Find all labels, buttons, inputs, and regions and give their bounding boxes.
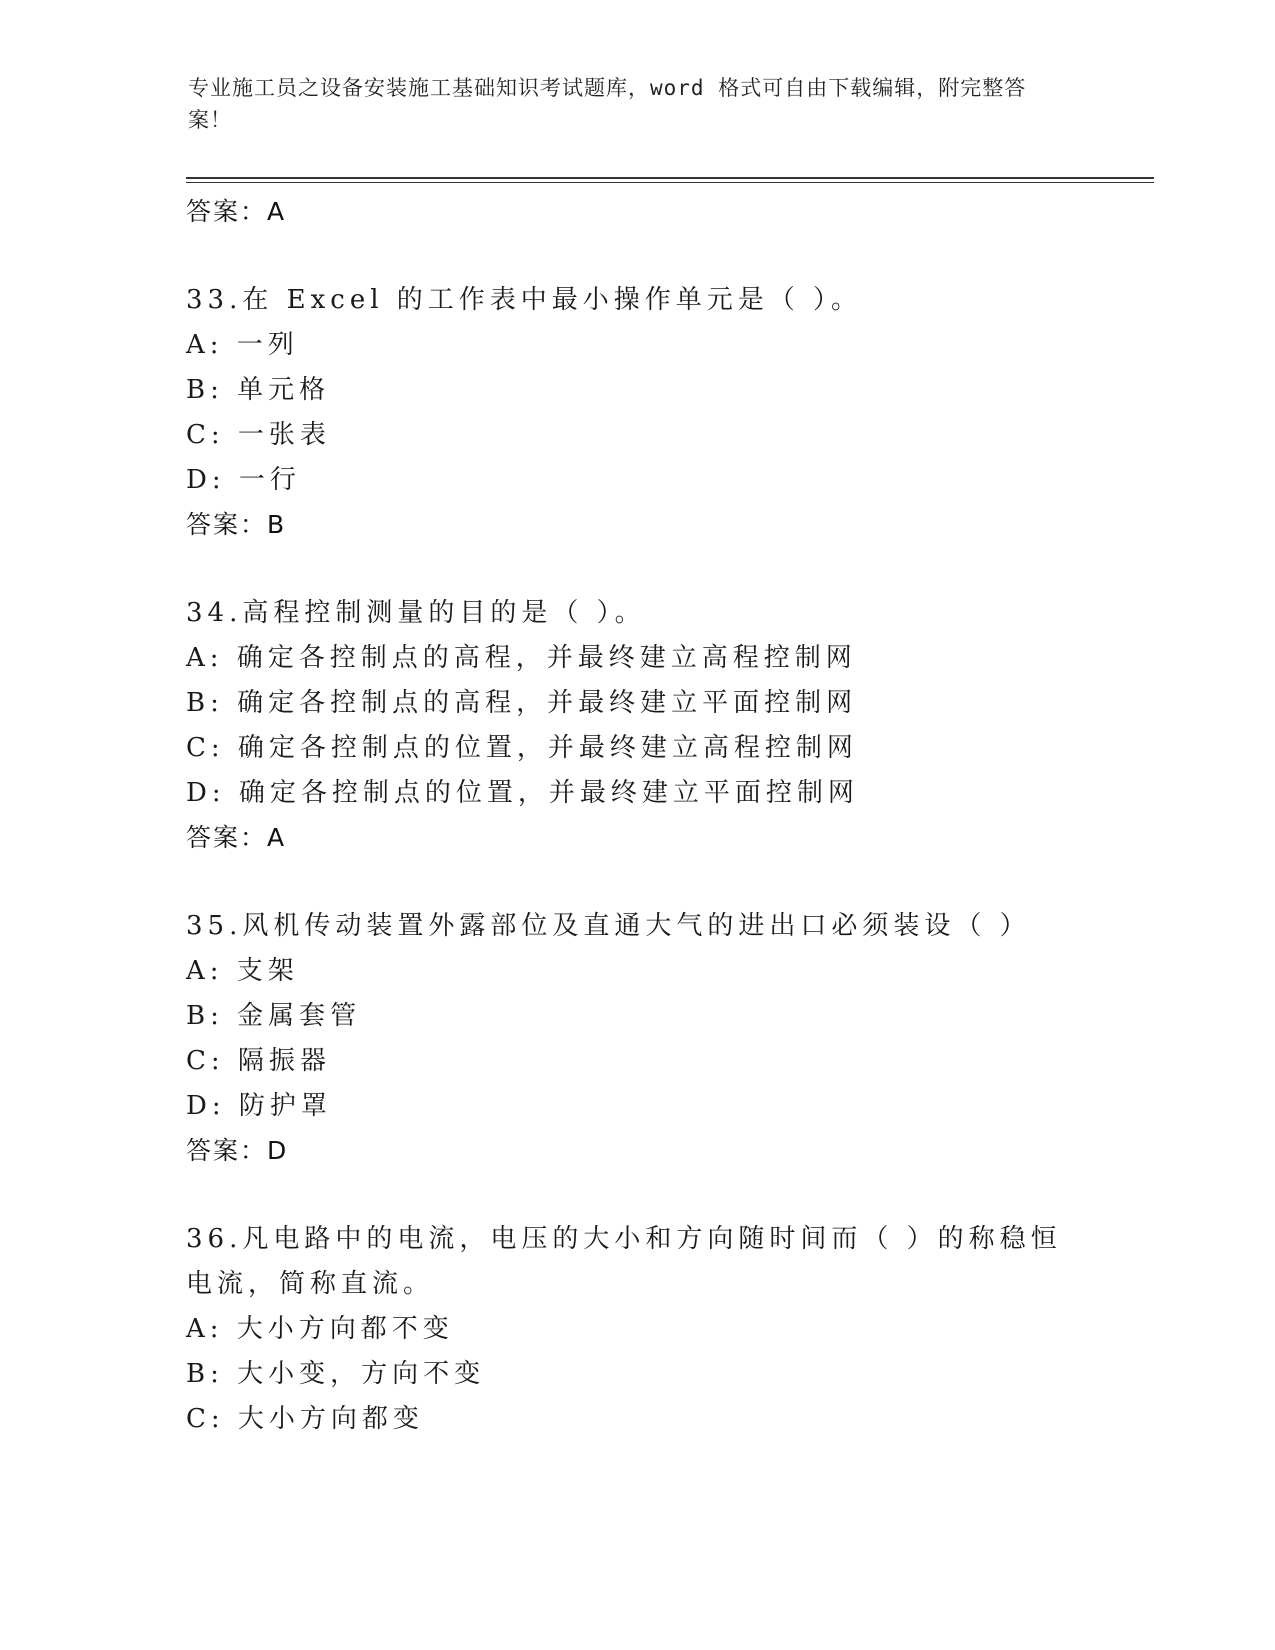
option-d: D: 一行 <box>186 465 301 495</box>
answer: 答案：A <box>186 823 287 852</box>
answer-previous: 答案：A <box>186 197 287 226</box>
option-a: A: 一列 <box>186 330 299 360</box>
question-stem: 34.高程控制测量的目的是（ ）。 <box>186 598 646 628</box>
header-rule-thin <box>186 182 1154 183</box>
question-stem: 33.在 Excel 的工作表中最小操作单元是（ ）。 <box>186 285 863 315</box>
option-a: A: 支架 <box>186 956 299 986</box>
answer: 答案：D <box>186 1136 289 1165</box>
question-34 <box>186 591 1146 860</box>
option-a: A: 大小方向都不变 <box>186 1314 454 1344</box>
question-stem: 36.凡电路中的电流，电压的大小和方向随时间而（ ）的称稳恒电流，简称直流。 <box>186 1224 1062 1299</box>
question-35 <box>186 904 1146 1173</box>
answer: 答案：B <box>186 510 287 539</box>
document-header: 专业施工员之设备安装施工基础知识考试题库，word 格式可自由下载编辑，附完整答案！ <box>188 76 1027 132</box>
option-a: A: 确定各控制点的高程，并最终建立高程控制网 <box>186 643 857 673</box>
option-b: B: 金属套管 <box>186 1001 362 1031</box>
option-c: C: 大小方向都变 <box>186 1404 424 1434</box>
question-36 <box>186 1217 1146 1442</box>
option-d: D: 确定各控制点的位置，并最终建立平面控制网 <box>186 778 859 808</box>
option-b: B: 大小变，方向不变 <box>186 1359 486 1389</box>
option-b: B: 单元格 <box>186 375 331 405</box>
question-stem: 35.风机传动装置外露部位及直通大气的进出口必须装设（ ） <box>186 911 1031 941</box>
option-c: C: 一张表 <box>186 420 331 450</box>
option-b: B: 确定各控制点的高程，并最终建立平面控制网 <box>186 688 858 718</box>
header-rule-thick <box>186 177 1154 179</box>
question-33 <box>186 278 1146 547</box>
option-c: C: 隔振器 <box>186 1046 331 1076</box>
question-list <box>186 190 1146 1442</box>
option-d: D: 防护罩 <box>186 1091 332 1121</box>
option-c: C: 确定各控制点的位置，并最终建立高程控制网 <box>186 733 858 763</box>
